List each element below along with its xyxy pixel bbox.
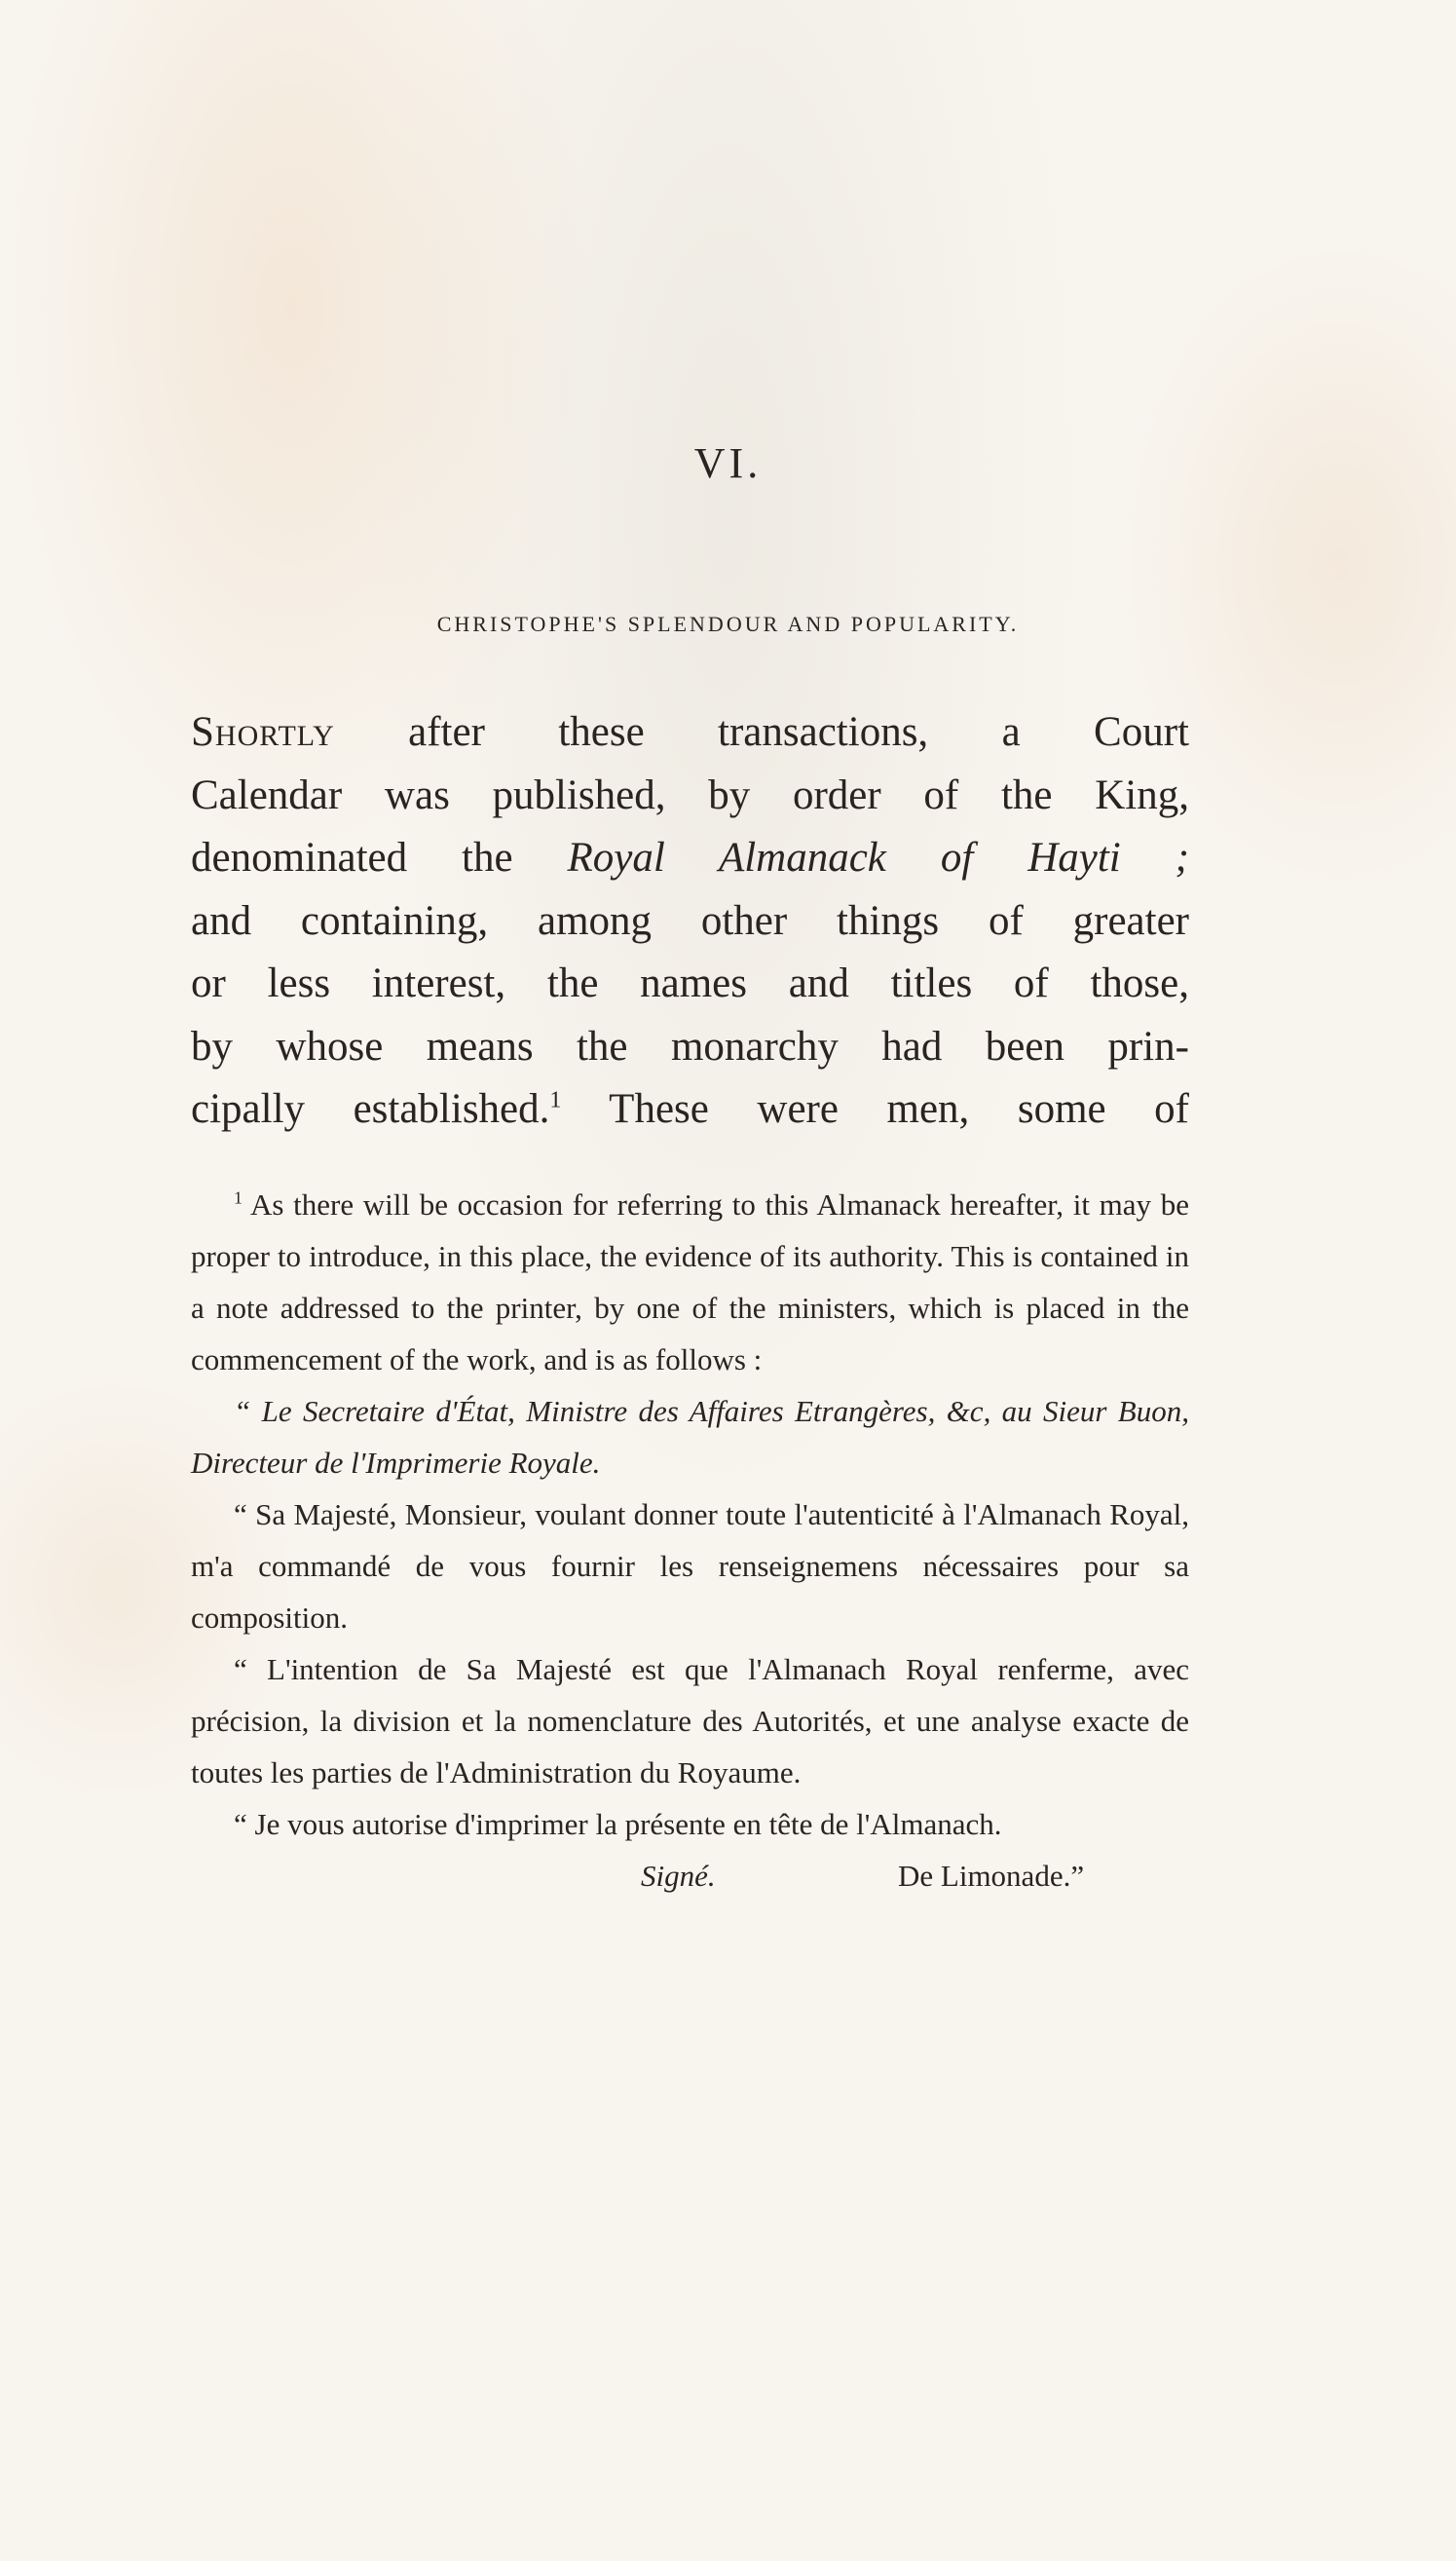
body-line bbox=[191, 1078, 1189, 1142]
body-line: or less interest, the names and titles of those, bbox=[191, 960, 1189, 1006]
signature-line bbox=[191, 1850, 1189, 1902]
footnote-intro bbox=[191, 1179, 1189, 1385]
body-line bbox=[191, 701, 1189, 765]
footnote-reference: 1 bbox=[549, 1087, 562, 1113]
footnote bbox=[191, 1179, 1189, 1902]
body-line: and containing, among other things of greater bbox=[191, 897, 1189, 944]
almanack-title: Royal Almanack of Hayti ; bbox=[567, 835, 1189, 881]
body-line: by whose means the monarchy had been prin- bbox=[191, 1023, 1189, 1070]
body-lead-word: Shortly bbox=[191, 709, 335, 755]
footnote-paragraph: “ Je vous autorise d'imprimer la présente en tête de l'Almanach. bbox=[234, 1807, 1002, 1841]
footnote-paragraph: “ L'intention de Sa Majesté est que l'Almanach Royal renferme, avec précision, la division et la nomenclature des Autorités, et une analyse exacte de toutes les parties de l'Administration du Royaume. bbox=[191, 1652, 1189, 1789]
body-line-text: These were men, some of bbox=[561, 1086, 1189, 1132]
chapter-number: VI. bbox=[693, 439, 763, 487]
footnote-paragraph: “ Sa Majesté, Monsieur, voulant donner toute l'autenticité à l'Almanach Royal, m'a commandé de vous fournir les renseignemens nécessaires pour sa composition. bbox=[191, 1497, 1189, 1635]
chapter-title: CHRISTOPHE'S SPLENDOUR AND POPULARITY. bbox=[436, 612, 1020, 636]
footnote-address: “ Le Secretaire d'État, Ministre des Affaires Etrangères, &c, au Sieur Buon, Directeur de l'Imprimerie Royale. bbox=[191, 1394, 1189, 1480]
signed-label: Signé. bbox=[641, 1859, 716, 1893]
body-line-text: after these transactions, a Court bbox=[334, 709, 1189, 755]
body-line bbox=[191, 827, 1189, 890]
body-paragraph bbox=[191, 701, 1189, 1142]
signed-name: De Limonade.” bbox=[898, 1859, 1085, 1893]
body-line-text: cipally established. bbox=[191, 1086, 550, 1132]
footnote-marker: 1 bbox=[234, 1187, 243, 1208]
body-line-text: denominated the bbox=[191, 835, 568, 881]
body-line: Calendar was published, by order of the King, bbox=[191, 772, 1189, 818]
footnote-intro-text: As there will be occasion for referring to this Almanack hereafter, it may be proper to introduce, in this place, the evidence of its authority. This is contained in a note addressed to the printer, by one of the ministers, which is placed in the commencement of the work, and is as follows : bbox=[191, 1187, 1189, 1376]
